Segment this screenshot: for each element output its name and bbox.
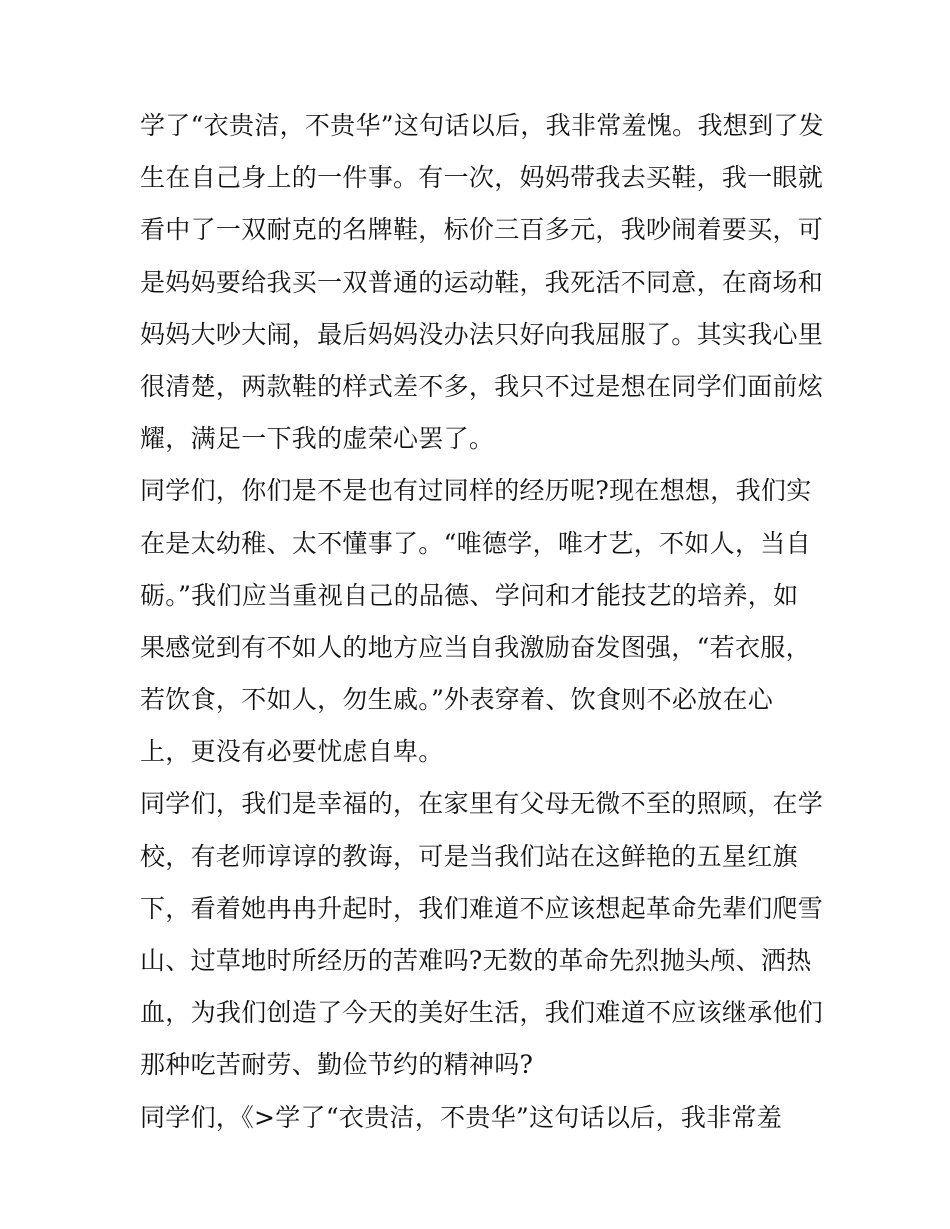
text-line: 下，看着她冉冉升起时，我们难道不应该想起革命先辈们爬雪 xyxy=(140,893,824,923)
text-line: 那种吃苦耐劳、勤俭节约的精神吗? xyxy=(140,1050,534,1080)
text-line: 上，更没有必要忧虑自卑。 xyxy=(140,737,444,767)
text-line: 生在自己身上的一件事。有一次，妈妈带我去买鞋，我一眼就 xyxy=(140,163,824,193)
text-line: 很清楚，两款鞋的样式差不多，我只不过是想在同学们面前炫 xyxy=(140,371,824,401)
essay-text xyxy=(140,103,830,1147)
text-line: 血，为我们创造了今天的美好生活，我们难道不应该继承他们 xyxy=(140,998,824,1028)
text-line: 妈妈大吵大闹，最后妈妈没办法只好向我屈服了。其实我心里 xyxy=(140,319,824,349)
text-line: 同学们，我们是幸福的，在家里有父母无微不至的照顾，在学 xyxy=(140,789,824,819)
text-line: 校，有老师谆谆的教诲，可是当我们站在这鲜艳的五星红旗 xyxy=(140,841,798,871)
text-line: 山、过草地时所经历的苦难吗?无数的革命先烈抛头颅、洒热 xyxy=(140,946,812,975)
text-line: 学了“衣贵洁，不贵华”这句话以后，我非常羞愧。我想到了发 xyxy=(140,111,824,140)
text-line: 看中了一双耐克的名牌鞋，标价三百多元，我吵闹着要买，可 xyxy=(140,215,824,245)
text-line: 同学们，你们是不是也有过同样的经历呢?现在想想，我们实 xyxy=(140,476,812,506)
text-line: 耀，满足一下我的虚荣心罢了。 xyxy=(140,424,495,454)
text-line: 砺。”我们应当重视自己的品德、学问和才能技艺的培养，如 xyxy=(140,580,799,610)
text-line: 果感觉到有不如人的地方应当自我激励奋发图强，“若衣服， xyxy=(140,632,811,662)
text-line: 同学们，《>学了“衣贵洁，不贵华”这句话以后，我非常羞 xyxy=(140,1102,783,1132)
text-line: 若饮食，不如人，勿生戚。”外表穿着、饮食则不必放在心 xyxy=(140,685,774,715)
text-line: 是妈妈要给我买一双普通的运动鞋，我死活不同意，在商场和 xyxy=(140,267,824,297)
text-line: 在是太幼稚、太不懂事了。“唯德学，唯才艺，不如人，当自 xyxy=(140,528,811,558)
